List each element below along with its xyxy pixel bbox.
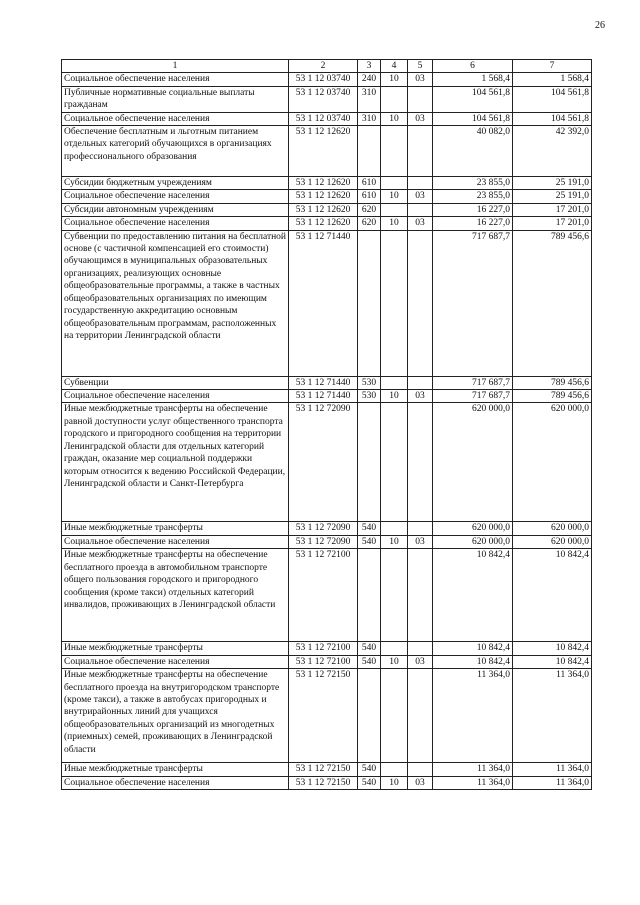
- amount-year1-cell: 717 687,7: [433, 390, 513, 403]
- row-name-cell: Социальное обеспечение населения: [62, 112, 289, 125]
- section-cell: 10: [381, 776, 408, 789]
- subsection-cell: 03: [408, 535, 433, 548]
- section-cell: 10: [381, 190, 408, 203]
- section-cell: 10: [381, 112, 408, 125]
- expense-type-cell: [358, 403, 381, 522]
- amount-year1-cell: 40 082,0: [433, 126, 513, 177]
- target-code-cell: 53 1 12 71440: [289, 376, 358, 389]
- table-row: [62, 190, 592, 203]
- amount-year2-cell: 11 364,0: [513, 776, 592, 789]
- target-code-cell: 53 1 12 12620: [289, 217, 358, 230]
- section-cell: 10: [381, 655, 408, 668]
- section-cell: [381, 522, 408, 535]
- expense-type-cell: [358, 669, 381, 763]
- target-code-cell: 53 1 12 72150: [289, 776, 358, 789]
- row-name-cell: Иные межбюджетные трансферты на обеспечение равной доступности услуг общественного транспорта городского и пригородного сообщения на территории Ленинградской области для отдельных категорий граждан, оказание мер социальной поддержки которым относится к ведению Российской Федерации, Ленинградской области и Санкт-Петербурга: [62, 403, 289, 522]
- section-cell: [381, 763, 408, 776]
- subsection-cell: [408, 642, 433, 655]
- amount-year1-cell: 11 364,0: [433, 776, 513, 789]
- amount-year2-cell: 11 364,0: [513, 669, 592, 763]
- target-code-cell: 53 1 12 71440: [289, 390, 358, 403]
- amount-year1-cell: 10 842,4: [433, 549, 513, 642]
- table-row: [62, 390, 592, 403]
- row-name-cell: Иные межбюджетные трансферты: [62, 763, 289, 776]
- column-header: 5: [408, 60, 433, 73]
- subsection-cell: [408, 86, 433, 112]
- target-code-cell: 53 1 12 71440: [289, 230, 358, 376]
- column-header: 3: [358, 60, 381, 73]
- target-code-cell: 53 1 12 72100: [289, 655, 358, 668]
- expense-type-cell: 540: [358, 763, 381, 776]
- amount-year1-cell: 23 855,0: [433, 190, 513, 203]
- subsection-cell: [408, 522, 433, 535]
- expense-type-cell: 540: [358, 776, 381, 789]
- subsection-cell: 03: [408, 776, 433, 789]
- table-header-row: [62, 60, 592, 73]
- row-name-cell: Обеспечение бесплатным и льготным питанием отдельных категорий обучающихся в организациях профессионального образования: [62, 126, 289, 177]
- section-cell: 10: [381, 535, 408, 548]
- amount-year1-cell: 23 855,0: [433, 177, 513, 190]
- target-code-cell: 53 1 12 72150: [289, 763, 358, 776]
- subsection-cell: [408, 376, 433, 389]
- table-row: [62, 522, 592, 535]
- amount-year2-cell: 1 568,4: [513, 73, 592, 86]
- amount-year1-cell: 620 000,0: [433, 522, 513, 535]
- subsection-cell: 03: [408, 217, 433, 230]
- target-code-cell: 53 1 12 72090: [289, 403, 358, 522]
- table-row: [62, 177, 592, 190]
- row-name-cell: Субвенции по предоставлению питания на бесплатной основе (с частичной компенсацией его стоимости) обучающимся в муниципальных образовательных организациях, реализующих основные общеобразовательные программы, а также в частных общеобразовательных организациях по имеющим государственную аккредитацию основным общеобразовательным программам, расположенных на территории Ленинградской области: [62, 230, 289, 376]
- row-name-cell: Иные межбюджетные трансферты: [62, 642, 289, 655]
- row-name-cell: Субсидии автономным учреждениям: [62, 203, 289, 216]
- target-code-cell: 53 1 12 72100: [289, 549, 358, 642]
- row-name-cell: Субсидии бюджетным учреждениям: [62, 177, 289, 190]
- section-cell: [381, 403, 408, 522]
- expense-type-cell: 540: [358, 642, 381, 655]
- target-code-cell: 53 1 12 12620: [289, 177, 358, 190]
- amount-year2-cell: 25 191,0: [513, 190, 592, 203]
- row-name-cell: Субвенции: [62, 376, 289, 389]
- row-name-cell: Социальное обеспечение населения: [62, 390, 289, 403]
- target-code-cell: 53 1 12 03740: [289, 86, 358, 112]
- row-name-cell: Социальное обеспечение населения: [62, 217, 289, 230]
- amount-year1-cell: 16 227,0: [433, 217, 513, 230]
- table-row: [62, 126, 592, 177]
- row-name-cell: Социальное обеспечение населения: [62, 655, 289, 668]
- amount-year2-cell: 17 201,0: [513, 203, 592, 216]
- expense-type-cell: 610: [358, 190, 381, 203]
- amount-year2-cell: 42 392,0: [513, 126, 592, 177]
- expense-type-cell: [358, 549, 381, 642]
- section-cell: [381, 642, 408, 655]
- table-row: [62, 549, 592, 642]
- table-row: [62, 763, 592, 776]
- target-code-cell: 53 1 12 72100: [289, 642, 358, 655]
- target-code-cell: 53 1 12 72090: [289, 522, 358, 535]
- page-number: 26: [595, 20, 605, 31]
- amount-year2-cell: 104 561,8: [513, 86, 592, 112]
- expense-type-cell: 610: [358, 177, 381, 190]
- section-cell: [381, 203, 408, 216]
- amount-year1-cell: 104 561,8: [433, 112, 513, 125]
- budget-table: [61, 59, 592, 790]
- target-code-cell: 53 1 12 72090: [289, 535, 358, 548]
- row-name-cell: Иные межбюджетные трансферты на обеспечение бесплатного проезда на внутригородском транспорте (кроме такси), а также в автобусах пригородных и внутрирайонных линий для учащихся общеобразовательных организаций из многодетных (приемных) семей, проживающих в Ленинградской области: [62, 669, 289, 763]
- section-cell: [381, 376, 408, 389]
- amount-year2-cell: 10 842,4: [513, 642, 592, 655]
- section-cell: [381, 86, 408, 112]
- section-cell: [381, 669, 408, 763]
- amount-year1-cell: 1 568,4: [433, 73, 513, 86]
- subsection-cell: [408, 403, 433, 522]
- subsection-cell: 03: [408, 655, 433, 668]
- amount-year1-cell: 16 227,0: [433, 203, 513, 216]
- target-code-cell: 53 1 12 12620: [289, 190, 358, 203]
- expense-type-cell: [358, 230, 381, 376]
- row-name-cell: Публичные нормативные социальные выплаты гражданам: [62, 86, 289, 112]
- expense-type-cell: 540: [358, 522, 381, 535]
- subsection-cell: [408, 763, 433, 776]
- expense-type-cell: 620: [358, 203, 381, 216]
- section-cell: 10: [381, 390, 408, 403]
- amount-year2-cell: 11 364,0: [513, 763, 592, 776]
- column-header: 7: [513, 60, 592, 73]
- subsection-cell: [408, 126, 433, 177]
- table-row: [62, 403, 592, 522]
- table-row: [62, 203, 592, 216]
- subsection-cell: [408, 549, 433, 642]
- column-header: 2: [289, 60, 358, 73]
- amount-year2-cell: 10 842,4: [513, 655, 592, 668]
- section-cell: [381, 126, 408, 177]
- table-row: [62, 642, 592, 655]
- table-row: [62, 376, 592, 389]
- amount-year1-cell: 11 364,0: [433, 763, 513, 776]
- table-row: [62, 73, 592, 86]
- amount-year2-cell: 620 000,0: [513, 522, 592, 535]
- amount-year2-cell: 104 561,8: [513, 112, 592, 125]
- table-row: [62, 776, 592, 789]
- amount-year2-cell: 789 456,6: [513, 230, 592, 376]
- row-name-cell: Социальное обеспечение населения: [62, 73, 289, 86]
- expense-type-cell: 540: [358, 655, 381, 668]
- section-cell: 10: [381, 217, 408, 230]
- amount-year2-cell: 25 191,0: [513, 177, 592, 190]
- expense-type-cell: 530: [358, 376, 381, 389]
- subsection-cell: [408, 230, 433, 376]
- subsection-cell: 03: [408, 73, 433, 86]
- amount-year2-cell: 10 842,4: [513, 549, 592, 642]
- table-row: [62, 535, 592, 548]
- target-code-cell: 53 1 12 03740: [289, 73, 358, 86]
- expense-type-cell: 310: [358, 112, 381, 125]
- section-cell: 10: [381, 73, 408, 86]
- row-name-cell: Иные межбюджетные трансферты на обеспечение бесплатного проезда в автомобильном транспорте общего пользования городского и пригородного сообщения (кроме такси) отдельных категорий инвалидов, проживающих в Ленинградской области: [62, 549, 289, 642]
- amount-year2-cell: 620 000,0: [513, 535, 592, 548]
- target-code-cell: 53 1 12 12620: [289, 126, 358, 177]
- subsection-cell: 03: [408, 190, 433, 203]
- amount-year1-cell: 717 687,7: [433, 230, 513, 376]
- table-row: [62, 655, 592, 668]
- amount-year2-cell: 17 201,0: [513, 217, 592, 230]
- table-row: [62, 669, 592, 763]
- row-name-cell: Иные межбюджетные трансферты: [62, 522, 289, 535]
- subsection-cell: [408, 203, 433, 216]
- amount-year1-cell: 717 687,7: [433, 376, 513, 389]
- amount-year1-cell: 10 842,4: [433, 642, 513, 655]
- amount-year1-cell: 11 364,0: [433, 669, 513, 763]
- section-cell: [381, 230, 408, 376]
- table-row: [62, 230, 592, 376]
- amount-year2-cell: 789 456,6: [513, 390, 592, 403]
- table-row: [62, 112, 592, 125]
- column-header: 1: [62, 60, 289, 73]
- table-row: [62, 217, 592, 230]
- subsection-cell: 03: [408, 112, 433, 125]
- column-header: 6: [433, 60, 513, 73]
- table-row: [62, 86, 592, 112]
- expense-type-cell: 310: [358, 86, 381, 112]
- subsection-cell: [408, 177, 433, 190]
- subsection-cell: [408, 669, 433, 763]
- expense-type-cell: [358, 126, 381, 177]
- row-name-cell: Социальное обеспечение населения: [62, 535, 289, 548]
- target-code-cell: 53 1 12 12620: [289, 203, 358, 216]
- row-name-cell: Социальное обеспечение населения: [62, 190, 289, 203]
- expense-type-cell: 540: [358, 535, 381, 548]
- amount-year1-cell: 620 000,0: [433, 535, 513, 548]
- amount-year2-cell: 789 456,6: [513, 376, 592, 389]
- amount-year2-cell: 620 000,0: [513, 403, 592, 522]
- target-code-cell: 53 1 12 03740: [289, 112, 358, 125]
- section-cell: [381, 177, 408, 190]
- section-cell: [381, 549, 408, 642]
- amount-year1-cell: 620 000,0: [433, 403, 513, 522]
- amount-year1-cell: 104 561,8: [433, 86, 513, 112]
- column-header: 4: [381, 60, 408, 73]
- target-code-cell: 53 1 12 72150: [289, 669, 358, 763]
- expense-type-cell: 240: [358, 73, 381, 86]
- expense-type-cell: 530: [358, 390, 381, 403]
- subsection-cell: 03: [408, 390, 433, 403]
- amount-year1-cell: 10 842,4: [433, 655, 513, 668]
- expense-type-cell: 620: [358, 217, 381, 230]
- row-name-cell: Социальное обеспечение населения: [62, 776, 289, 789]
